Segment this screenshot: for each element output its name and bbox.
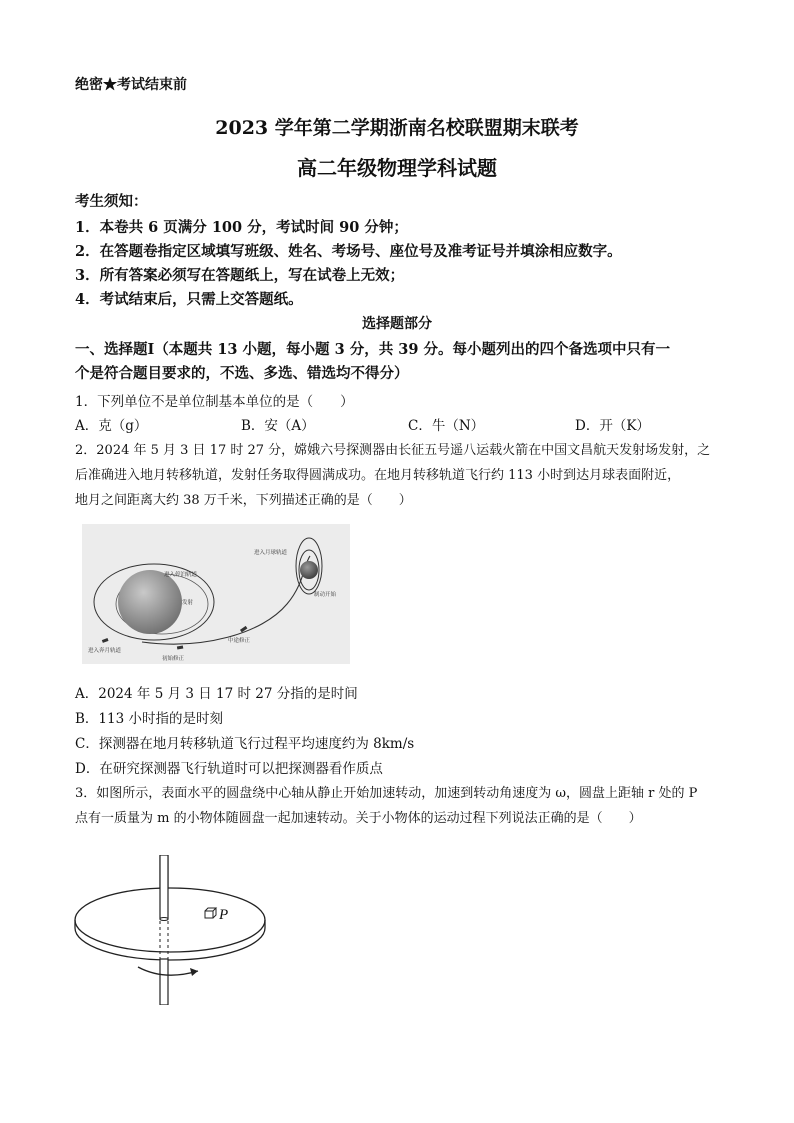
label-enter-transfer: 进入奔月轨道 <box>88 648 122 654</box>
q2-stem-line: 后准确进入地月转移轨道，发射任务取得圆满成功。在地月转移轨道飞行约 113 小时到达月球表面附近， <box>75 468 681 483</box>
exam-title: 2023 学年第二学期浙南名校联盟期末联考 <box>215 117 579 139</box>
section-title: 选择题部分 <box>362 316 432 332</box>
q3-stem-line: 点有一质量为 m 的小物体随圆盘一起加速转动。关于小物体的运动过程下列说法正确的是（ ） <box>75 811 642 826</box>
exam-subtitle: 高二年级物理学科试题 <box>297 156 497 180</box>
disk <box>75 888 265 952</box>
notice-item: 2．在答题卷指定区域填写班级、姓名、考场号、座位号及准考证号并填涂相应数字。 <box>75 243 622 260</box>
part1-instructions-cont: 个是符合题目要求的，不选、多选、错选均不得分） <box>75 365 409 382</box>
q3-stem-line: 3．如图所示，表面水平的圆盘绕中心轴从静止开始加速转动，加速到转动角速度为 ω，圆盘上距轴 r 处的 P <box>75 786 698 801</box>
notice-item: 1．本卷共 6 页满分 100 分，考试时间 90 分钟； <box>75 219 408 236</box>
q1-stem: 1．下列单位不是单位制基本单位的是（ ） <box>75 394 354 410</box>
notice-item: 3．所有答案必须写在答题纸上，写在试卷上无效； <box>75 267 405 284</box>
cube-object <box>205 911 213 918</box>
earth <box>118 570 182 634</box>
label-initial-correction: 初始修正 <box>162 656 185 662</box>
label-enter-park-orbit: 进入停泊轨道 <box>164 572 198 578</box>
q2-option-b: B．113 小时指的是时刻 <box>75 711 223 727</box>
label-mid-correction: 中途修正 <box>228 638 251 644</box>
confidential-mark: 绝密★考试结束前 <box>75 77 187 93</box>
label-enter-lunar-orbit: 进入月球轨道 <box>254 550 288 556</box>
q1-option-d: D．开（K） <box>575 418 650 434</box>
label-p: P <box>219 907 229 923</box>
q2-option-a: A．2024 年 5 月 3 日 17 时 27 分指的是时间 <box>75 686 358 702</box>
q2-stem-line: 地月之间距离大约 38 万千米，下列描述正确的是（ ） <box>75 493 412 508</box>
q1-option-c: C．牛（N） <box>408 418 485 434</box>
notice-item: 4．考试结束后，只需上交答题纸。 <box>75 291 303 308</box>
q2-option-d: D．在研究探测器飞行轨道时可以把探测器看作质点 <box>75 761 383 777</box>
label-launch: 发射 <box>182 600 194 606</box>
moon <box>300 561 318 579</box>
notice-heading: 考生须知： <box>75 193 148 210</box>
label-braking: 制动开始 <box>314 592 337 598</box>
q2-stem-line: 2．2024 年 5 月 3 日 17 时 27 分，嫦娥六号探测器由长征五号遥八运载火箭在中国文昌航天发射场发射，之 <box>75 443 711 458</box>
q1-option-b: B．安（A） <box>241 418 315 434</box>
part1-instructions: 一、选择题Ⅰ（本题共 13 小题，每小题 3 分，共 39 分。每小题列出的四个备选项中只有一 <box>75 341 671 358</box>
rotating-disk-figure <box>70 855 340 1005</box>
q2-option-c: C．探测器在地月转移轨道飞行过程平均速度约为 8km/s <box>75 736 415 752</box>
earth-moon-transfer-figure <box>82 524 350 664</box>
q1-option-a: A．克（g） <box>75 418 148 434</box>
